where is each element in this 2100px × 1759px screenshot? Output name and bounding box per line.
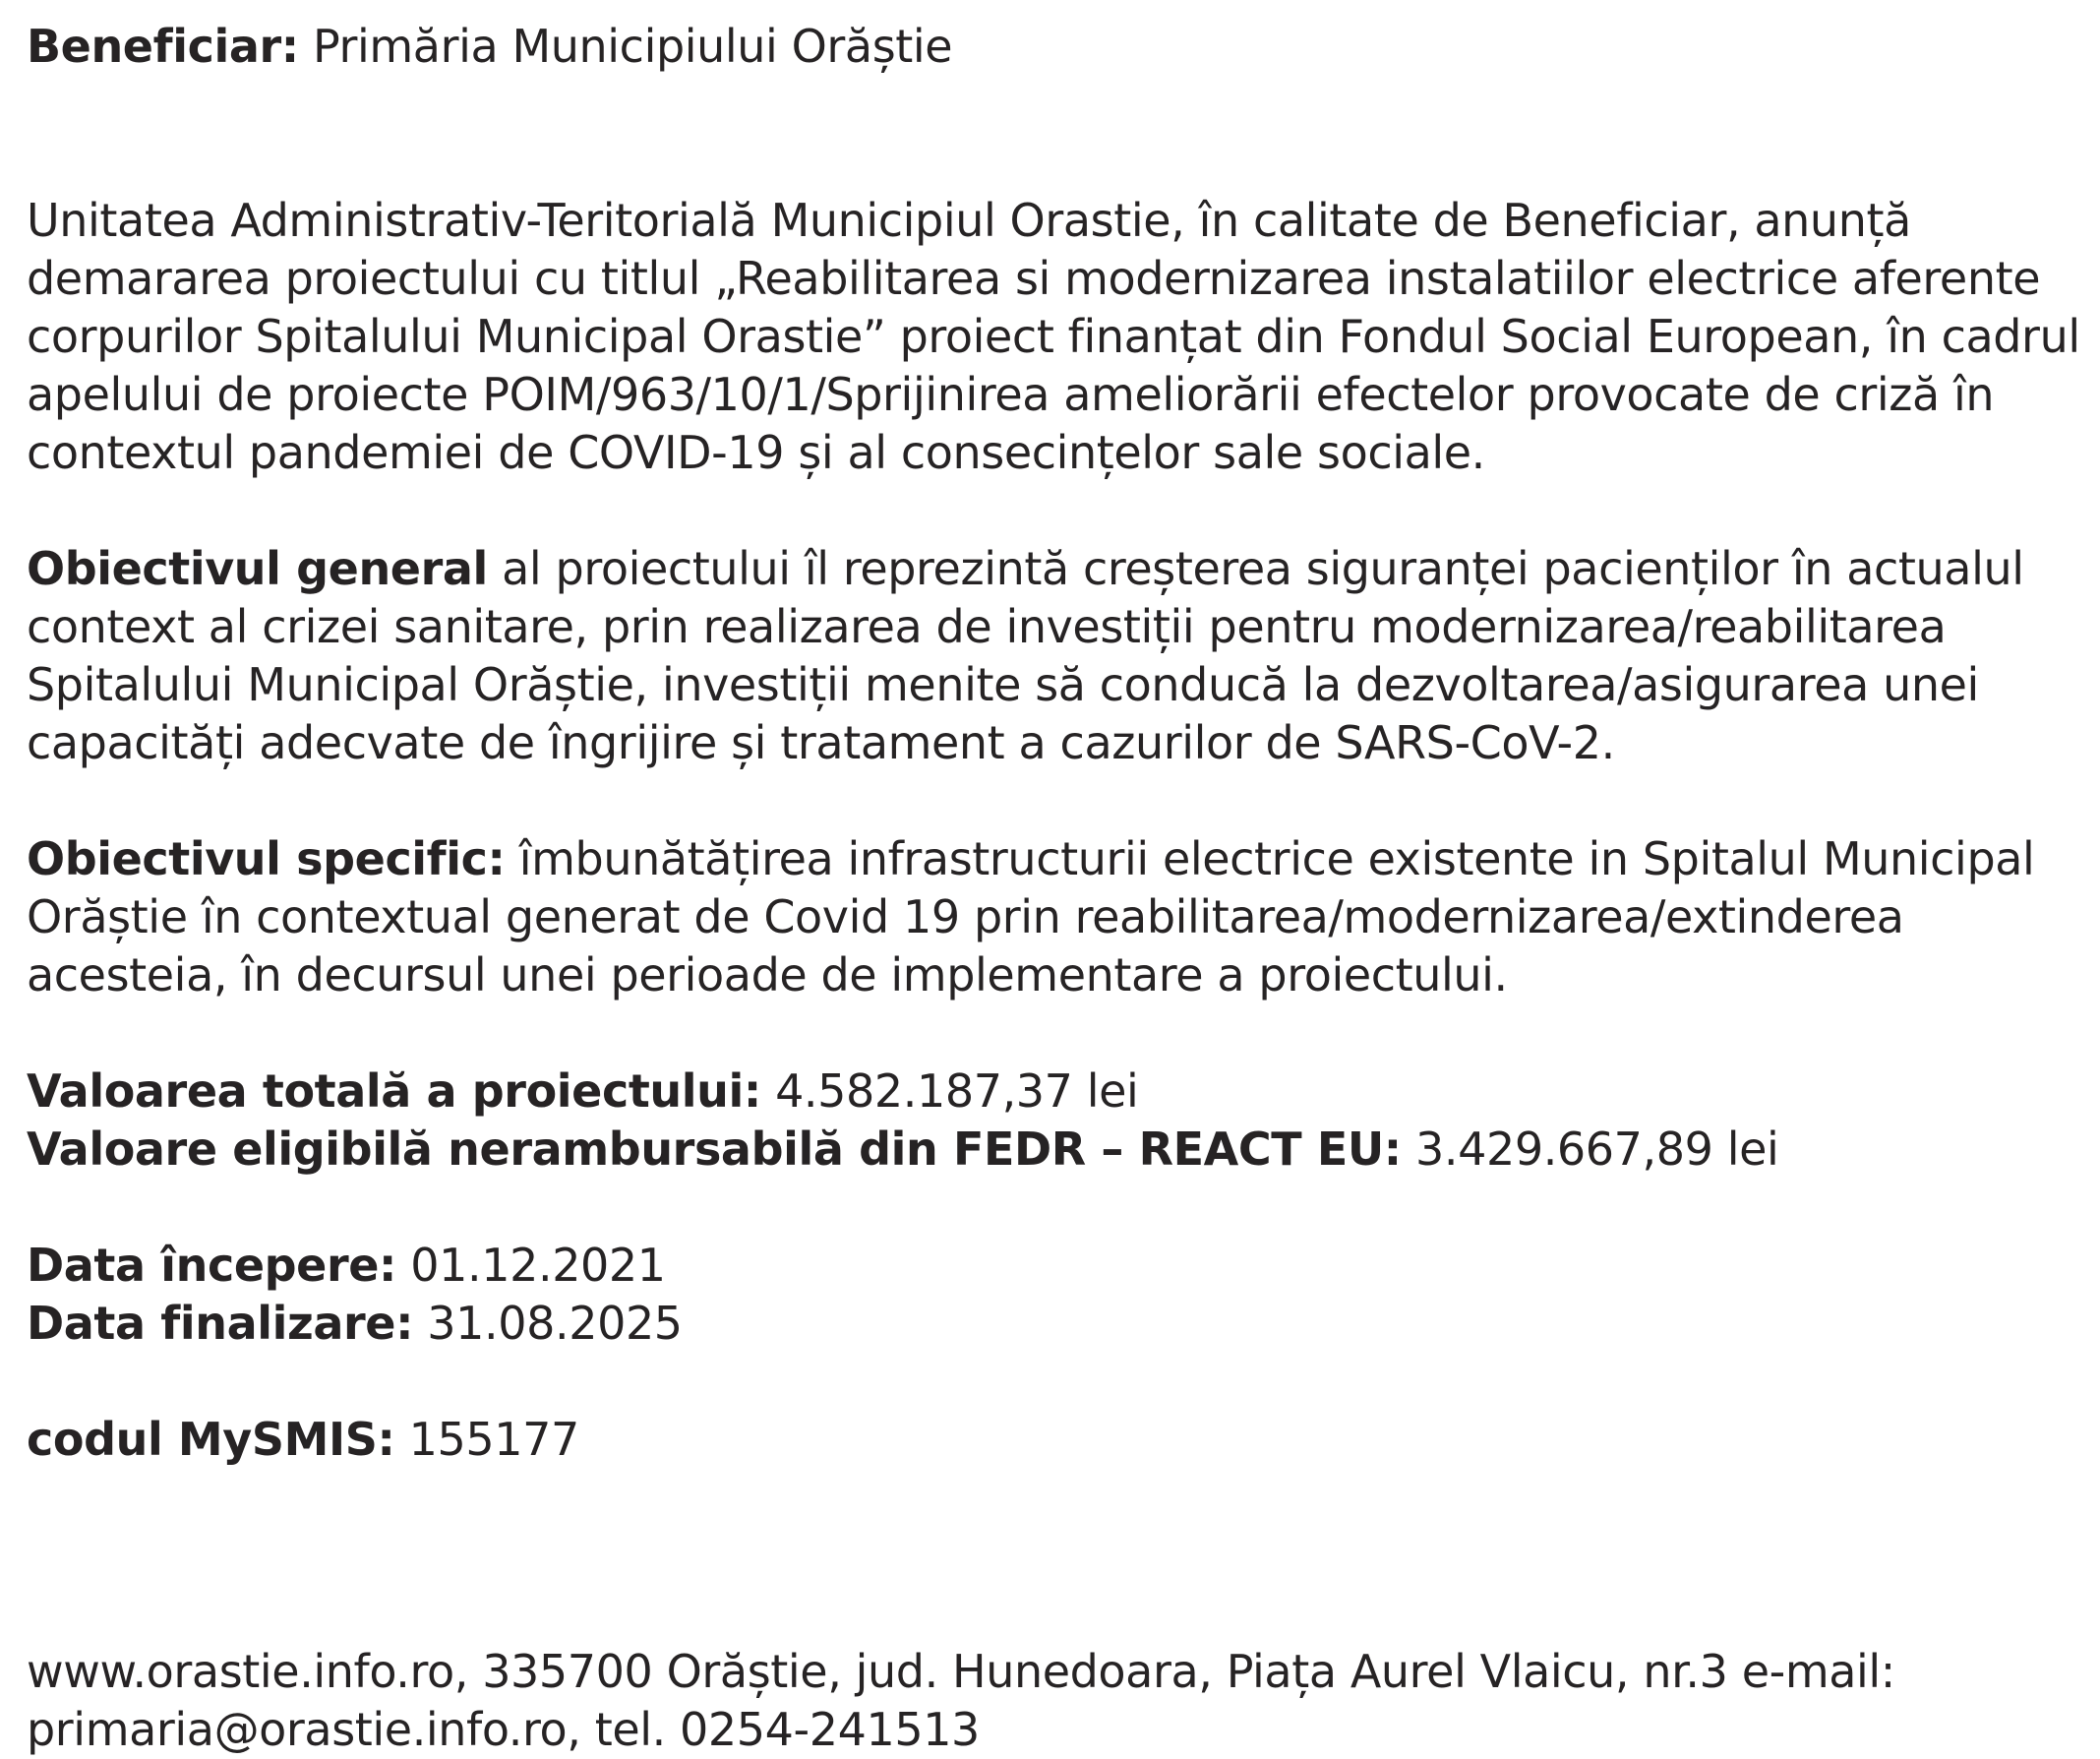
mysmis-line (27, 1411, 2087, 1469)
contact-line-2: primaria@orastie.info.ro, tel. 0254-241513 (27, 1703, 980, 1756)
beneficiary-line (27, 18, 2087, 76)
total-value-amount: 4.582.187,37 lei (760, 1064, 1139, 1118)
general-objective-label: Obiectivul general (27, 542, 488, 595)
end-date-label: Data finalizare: (27, 1297, 414, 1350)
general-objective-text: al proiectului îl reprezintă creșterea siguranței pacienților în actualul context al crizei sanitare, prin realizarea de investiții pentru modernizarea/reabilitarea Spitalului Municipal Orăștie, investiții menite să conducă la dezvoltarea/asigurarea unei capacități adecvate de îngrijire și tratament a cazurilor de SARS-CoV-2. (27, 542, 2024, 769)
eligible-value-label: Valoare eligibilă nerambursabilă din FEDR – REACT EU: (27, 1122, 1402, 1176)
announcement-paragraph: Unitatea Administrativ-Teritorială Municipiul Orastie, în calitate de Beneficiar, anunță demararea proiectului cu titlul „Reabilitarea si modernizarea instalatiilor electrice aferente corpurilor Spitalului Municipal Orastie” proiect finanțat din Fondul Social European, în cadrul apelului de proiecte POIM/963/10/1/Sprijinirea ameliorării efectelor provocate de criză în contextul pandemiei de COVID-19 și al consecințelor sale sociale. (27, 194, 2080, 479)
mysmis-value: 155177 (394, 1413, 579, 1466)
specific-objective-text: îmbunătățirea infrastructurii electrice existente in Spitalul Municipal Orăștie în contextual generat de Covid 19 prin reabilitarea/modernizarea/extinderea acesteia, în decursul unei perioade de implementare a proiectului. (27, 832, 2035, 1001)
beneficiary-label: Beneficiar: (27, 20, 299, 73)
eligible-value-amount: 3.429.667,89 lei (1401, 1122, 1779, 1176)
total-value-line (27, 1062, 2087, 1121)
specific-objective-label: Obiectivul specific: (27, 832, 506, 885)
total-value-label: Valoarea totală a proiectului: (27, 1064, 761, 1118)
end-date-value: 31.08.2025 (413, 1297, 683, 1350)
specific-objective-paragraph (27, 830, 2087, 1004)
start-date-label: Data începere: (27, 1239, 397, 1292)
general-objective-paragraph (27, 540, 2087, 772)
end-date-line (27, 1295, 2087, 1353)
mysmis-label: codul MySMIS: (27, 1413, 395, 1466)
start-date-line (27, 1237, 2087, 1295)
contact-line-1: www.orastie.info.ro, 335700 Orăștie, jud. Hunedoara, Piața Aurel Vlaicu, nr.3 e-mail: (27, 1645, 1895, 1698)
start-date-value: 01.12.2021 (396, 1239, 666, 1292)
document-body (27, 18, 2087, 1759)
eligible-value-line (27, 1121, 2087, 1179)
beneficiary-value: Primăria Municipiului Orăștie (298, 20, 953, 73)
